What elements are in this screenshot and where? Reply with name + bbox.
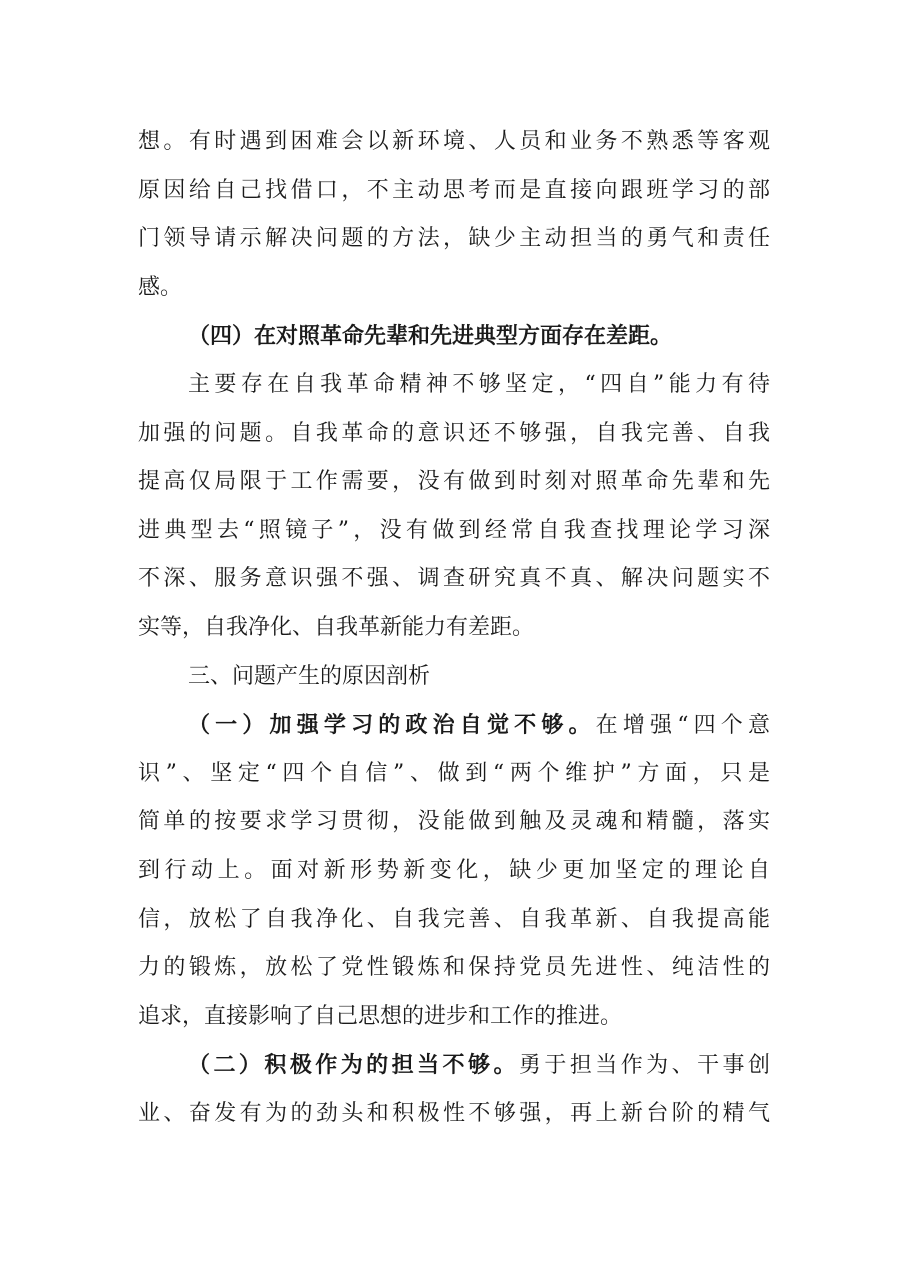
text-line	[138, 701, 770, 750]
text-span: 在增强“四个意	[595, 713, 770, 739]
text-line: 追求，直接影响了自己思想的进步和工作的推进。	[138, 1003, 623, 1029]
text-line: 信，放松了自我净化、自我完善、自我革新、自我提高能	[138, 906, 770, 932]
text-line: 进典型去“照镜子”，没有做到经常自我查找理论学习深	[138, 517, 770, 543]
text-line: 门领导请示解决问题的方法，缺少主动担当的勇气和责任	[138, 226, 770, 252]
text-line: 想。有时遇到困难会以新环境、人员和业务不熟悉等客观	[138, 129, 770, 154]
text-line: 原因给自己找借口，不主动思考而是直接向跟班学习的部	[138, 177, 770, 203]
text-span: 勇于担当作为、干事创	[518, 1053, 770, 1079]
text-line: 不深、服务意识强不强、调查研究真不真、解决问题实不	[138, 566, 770, 592]
text-line: 简单的按要求学习贯彻，没能做到触及灵魂和精髓，落实	[138, 809, 770, 835]
section-heading-3: 三、问题产生的原因剖析	[188, 663, 431, 689]
document-page	[138, 118, 770, 1138]
text-line: 力的锻炼，放松了党性锻炼和保持党员先进性、纯洁性的	[138, 955, 770, 981]
text-line: 识”、坚定“四个自信”、做到“两个维护”方面，只是	[138, 760, 770, 786]
text-line: 提高仅局限于工作需要，没有做到时刻对照革命先辈和先	[138, 469, 770, 495]
text-line: 感。	[138, 274, 183, 300]
section-heading-4: （四）在对照革命先辈和先进典型方面存在差距。	[188, 323, 673, 350]
text-line: 加强的问题。自我革命的意识还不够强，自我完善、自我	[138, 420, 770, 446]
text-line: 实等，自我净化、自我革新能力有差距。	[138, 614, 535, 640]
text-line: 到行动上。面对新形势新变化，缺少更加坚定的理论自	[138, 857, 770, 883]
text-line	[138, 1041, 770, 1090]
subheading-1: （一）加强学习的政治自觉不够。	[188, 712, 596, 739]
subheading-2: （二）积极作为的担当不够。	[188, 1052, 519, 1079]
text-line: 业、奋发有为的劲头和积极性不够强，再上新台阶的精气	[138, 1100, 770, 1126]
text-line: 主要存在自我革命精神不够坚定，“四自”能力有待	[188, 371, 770, 397]
